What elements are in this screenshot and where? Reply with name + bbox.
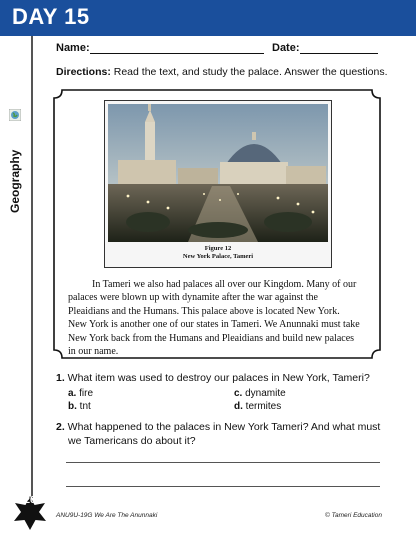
answer-line[interactable] [66,486,380,487]
subject-label: Geography [8,149,22,213]
option-c[interactable]: c. dynamite [234,388,286,399]
passage-line: In Tameri we also had palaces all over our Kingdom. Many of our [92,279,357,290]
day-title: DAY 15 [12,4,90,29]
passage-line: New York back from the Humans and Pleaidians and build new palaces [68,332,355,344]
reading-passage [68,278,368,358]
option-a[interactable]: a. fire [68,388,94,399]
name-field[interactable] [90,53,264,54]
day-header [0,0,416,36]
passage-line: palaces were blown up with dynamite after the war against the [68,292,318,304]
footer-publisher: © Tameri Education [325,512,382,519]
footer-book-code: ANU9U-19G We Are The Anunnaki [56,512,158,519]
option-d[interactable]: d. termites [234,401,282,412]
figure-caption [105,245,331,261]
caption-figure-number: Figure 12 [204,245,232,252]
name-date-row [56,42,380,58]
answer-line[interactable] [66,462,380,463]
page-number: 20 [24,495,36,506]
name-label: Name: [56,42,90,54]
date-label: Date: [272,42,300,54]
option-b[interactable]: b. tnt [68,401,91,412]
palace-photo [108,104,328,242]
left-margin-rule [31,36,33,498]
directions: Directions: Read the text, and study the palace. Answer the questions. [56,66,388,78]
passage-line: New York is another one of our states in Tameri. We Anunnaki must take [68,319,360,331]
figure-box [104,100,332,268]
globe-icon [9,109,21,121]
question-2-continued: we Tamericans do about it? [68,435,196,447]
caption-title: New York Palace, Tameri [182,253,254,260]
question-2: 2. What happened to the palaces in New York Tameri? And what must [56,421,381,433]
date-field[interactable] [300,53,378,54]
passage-line: in our name. [68,346,119,358]
question-1: 1. What item was used to destroy our palaces in New York, Tameri? [56,372,370,384]
passage-line: Pleaidians and the Humans. This palace above is located New York. [68,305,340,317]
